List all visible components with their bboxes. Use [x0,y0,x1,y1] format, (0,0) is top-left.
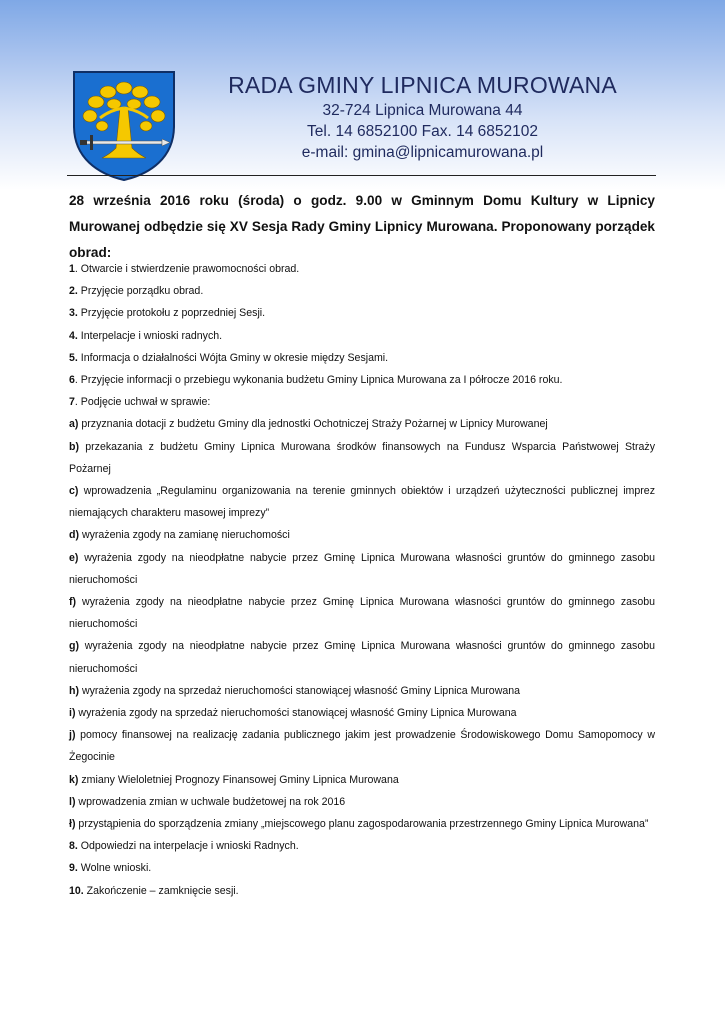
agenda-item-text: Odpowiedzi na interpelacje i wnioski Radnych. [77,840,299,853]
agenda-item-text: Informacja o działalności Wójta Gminy w okresie między Sesjami. [77,351,389,364]
agenda-item-number: i) [69,707,76,720]
agenda-item [69,258,655,280]
agenda-item-text: wyrażenia zgody na sprzedaż nieruchomości stanowiącej własność Gminy Lipnica Murowana [79,684,521,697]
agenda-item-number: f) [69,596,77,609]
agenda-item-text: przekazania z budżetu Gminy Lipnica Murowana środków finansowych na Fundusz Wsparcia Państwowej Straży Pożarnej [69,440,655,475]
agenda-item [69,591,655,635]
agenda-item [69,302,655,324]
session-announcement: 28 września 2016 roku (środa) o godz. 9.00 w Gminnym Domu Kultury w Lipnicy Murowanej odbędzie się XV Sesja Rady Gminy Lipnicy Murowana. Proponowany porządek obrad: [69,193,655,260]
agenda-item-text: Przyjęcie protokołu z poprzedniej Sesji. [77,307,266,320]
agenda-item-text: przystąpienia do sporządzenia zmiany „miejscowego planu zagospodarowania przestrzennego Gminy Lipnica Murowana” [75,818,649,831]
agenda-item-text: wyrażenia zgody na sprzedaż nieruchomości stanowiącej własność Gminy Lipnica Murowana [75,707,517,720]
agenda-list [69,258,655,902]
letterhead [190,70,655,163]
agenda-item [69,369,655,391]
organization-name: RADA GMINY LIPNICA MUROWANA [228,72,617,98]
agenda-item [69,391,655,413]
agenda-item [69,880,655,902]
agenda-item [69,813,655,835]
agenda-item-number: g) [69,640,79,653]
agenda-item-number: 1 [69,263,75,275]
agenda-item-text: pomocy finansowej na realizację zadania publicznego jakim jest prowadzenie Środowiskowego Domu Samopomocy w Żegocinie [69,729,655,764]
letterhead-divider [67,175,656,176]
municipal-coat-of-arms-icon [70,68,178,182]
agenda-item-text: . Otwarcie i stwierdzenie prawomocności obrad. [74,263,300,275]
agenda-item [69,413,655,435]
address-line: 32-724 Lipnica Murowana 44 [322,102,523,119]
agenda-item [69,724,655,768]
agenda-item [69,480,655,524]
agenda-item-number: k) [69,773,79,786]
agenda-item-number: e) [69,551,79,564]
agenda-item-number: 5. [69,351,78,364]
phone-fax-line: Tel. 14 6852100 Fax. 14 6852102 [307,123,538,140]
agenda-item [69,857,655,879]
agenda-item-text: . Przyjęcie informacji o przebiegu wykonania budżetu Gminy Lipnica Murowana za I półrocze 2016 roku. [74,374,563,387]
agenda-item-number: 6 [69,374,75,387]
agenda-item-number: 10. [69,884,84,897]
agenda-item [69,635,655,679]
email-line: e-mail: gmina@lipnicamurowana.pl [301,144,544,161]
agenda-item-text: wyrażenia zgody na nieodpłatne nabycie przez Gminę Lipnica Murowana własności gruntów do gminnego zasobu nieruchomości [69,640,655,675]
agenda-item [69,547,655,591]
agenda-item-number: j) [69,729,76,742]
agenda-item [69,791,655,813]
agenda-item-number: b) [69,440,79,453]
agenda-item-number: 4. [69,329,78,342]
agenda-item-number: 8. [69,840,78,853]
agenda-item-number: 9. [69,862,78,875]
agenda-item-text: wyrażenia zgody na nieodpłatne nabycie przez Gminę Lipnica Murowana własności gruntów do gminnego zasobu nieruchomości [69,596,655,631]
agenda-item [69,702,655,724]
agenda-item-text: wyrażenia zgody na nieodpłatne nabycie przez Gminę Lipnica Murowana własności gruntów do gminnego zasobu nieruchomości [69,551,655,586]
agenda-item-text: wyrażenia zgody na zamianę nieruchomości [79,529,290,542]
agenda-item-text: wprowadzenia zmian w uchwale budżetowej na rok 2016 [75,795,346,808]
agenda-item [69,325,655,347]
agenda-item-text: zmiany Wieloletniej Prognozy Finansowej Gminy Lipnica Murowana [78,773,399,786]
agenda-item-text: Zakończenie – zamknięcie sesji. [83,884,239,897]
agenda-item [69,524,655,546]
agenda-item-number: 2. [69,285,78,298]
agenda-item-text: Interpelacje i wnioski radnych. [77,329,223,342]
agenda-item-number: a) [69,418,79,431]
agenda-item [69,835,655,857]
agenda-item-text: Wolne wnioski. [77,862,152,875]
agenda-item-number: 7 [69,396,75,409]
agenda-item [69,347,655,369]
agenda-item [69,769,655,791]
agenda-item-text: Przyjęcie porządku obrad. [77,285,204,298]
agenda-item-number: d) [69,529,79,542]
agenda-item [69,436,655,480]
agenda-item-number: l) [69,795,76,808]
agenda-item [69,280,655,302]
agenda-item-text: przyznania dotacji z budżetu Gminy dla jednostki Ochotniczej Straży Pożarnej w Lipnicy Murowanej [78,418,548,431]
agenda-item-number: 3. [69,307,78,320]
agenda-item-text: wprowadzenia „Regulaminu organizowania na terenie gminnych obiektów i urządzeń użyteczności publicznej imprez niemających charakteru masowej imprezy” [69,485,655,520]
agenda-item [69,680,655,702]
agenda-item-text: . Podjęcie uchwał w sprawie: [74,396,211,409]
agenda-item-number: h) [69,684,79,697]
agenda-item-number: c) [69,485,79,498]
agenda-item-number: ł) [69,818,76,831]
